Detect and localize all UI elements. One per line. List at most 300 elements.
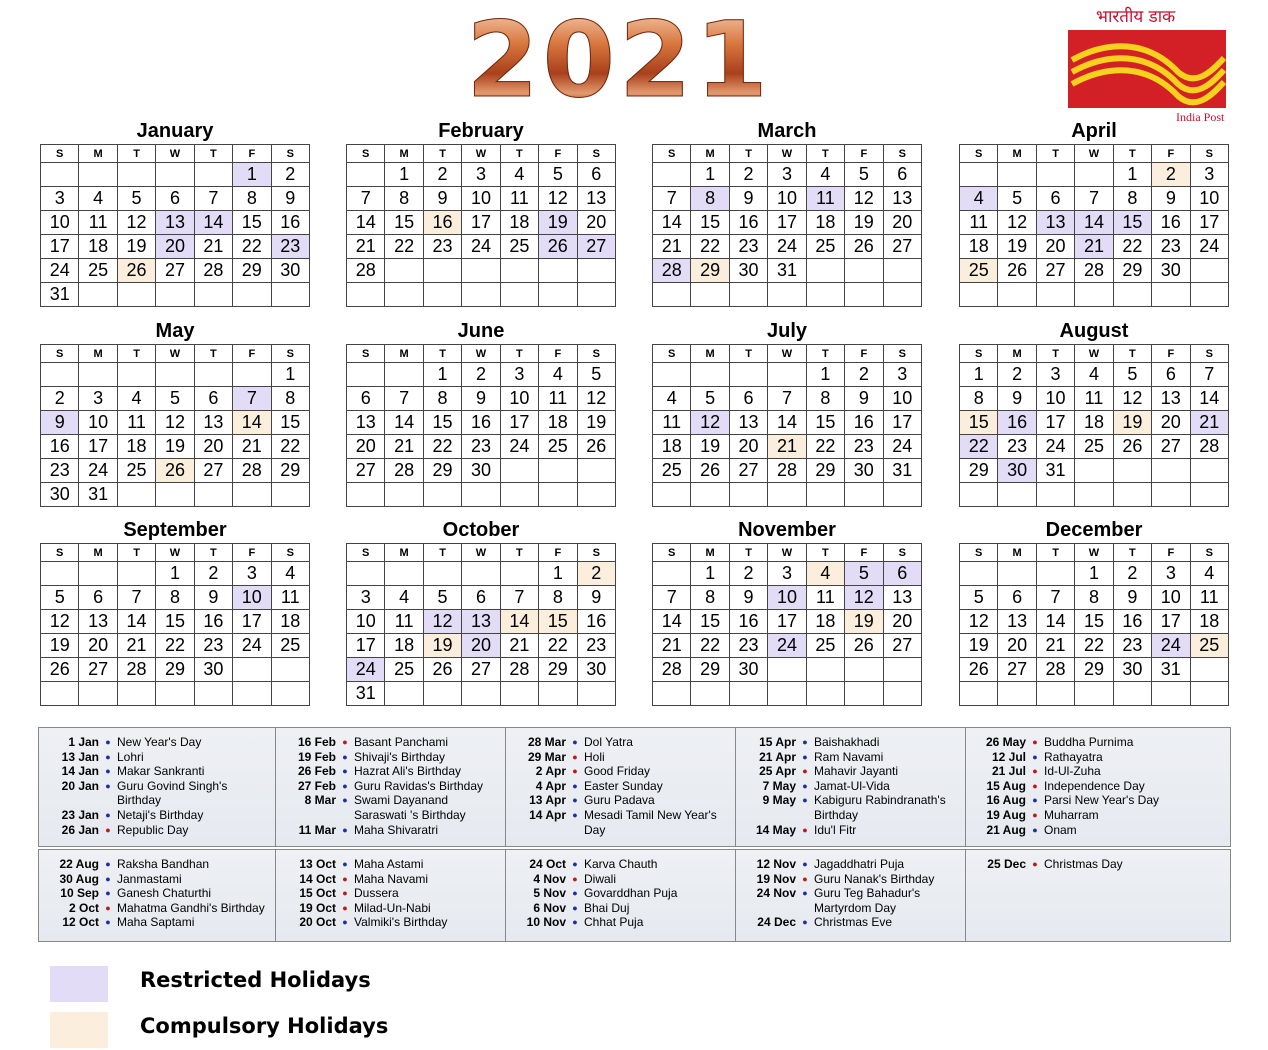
day-cell: 28 bbox=[194, 259, 232, 283]
day-cell: 17 bbox=[1036, 411, 1074, 435]
day-cell: 5 bbox=[117, 187, 155, 211]
day-cell: 5 bbox=[960, 586, 998, 610]
holiday-date: 26 Jan bbox=[61, 822, 99, 837]
holiday-name: Janmastami bbox=[117, 871, 182, 886]
day-cell: 30 bbox=[1113, 658, 1151, 682]
day-cell: 12 bbox=[845, 187, 883, 211]
day-cell: 21 bbox=[385, 435, 423, 459]
day-cell: 17 bbox=[883, 411, 921, 435]
day-cell: 3 bbox=[41, 187, 79, 211]
day-cell: 24 bbox=[41, 259, 79, 283]
holiday-row bbox=[736, 735, 965, 750]
day-cell: 24 bbox=[1036, 435, 1074, 459]
holiday-column bbox=[736, 728, 966, 846]
day-cell: 4 bbox=[539, 363, 577, 387]
empty-cell bbox=[577, 483, 615, 507]
day-cell: 24 bbox=[79, 459, 117, 483]
empty-cell bbox=[729, 283, 767, 307]
restricted-holiday-cell: 20 bbox=[462, 634, 500, 658]
holiday-row bbox=[736, 793, 965, 822]
day-cell: 19 bbox=[998, 235, 1036, 259]
empty-cell bbox=[539, 259, 577, 283]
restricted-holiday-cell: 15 bbox=[1113, 211, 1151, 235]
restricted-holiday-cell: 13 bbox=[462, 610, 500, 634]
restricted-holiday-cell: 10 bbox=[233, 586, 271, 610]
holiday-date: 26 May bbox=[985, 735, 1026, 749]
empty-cell bbox=[883, 283, 921, 307]
day-cell: 19 bbox=[156, 435, 194, 459]
restricted-holiday-cell: 7 bbox=[233, 387, 271, 411]
blue-dot-icon: ● bbox=[105, 766, 111, 777]
day-cell: 20 bbox=[1152, 411, 1190, 435]
holiday-date: 12 Oct bbox=[62, 915, 99, 930]
holiday-row bbox=[736, 886, 965, 915]
day-cell: 15 bbox=[806, 411, 844, 435]
holiday-name: Netaji's Birthday bbox=[117, 807, 204, 822]
holiday-date: 24 Oct bbox=[529, 857, 566, 871]
empty-cell bbox=[500, 283, 538, 307]
empty-cell bbox=[347, 163, 385, 187]
empty-cell bbox=[1190, 259, 1228, 283]
day-cell: 17 bbox=[79, 435, 117, 459]
empty-cell bbox=[117, 163, 155, 187]
day-cell: 10 bbox=[1152, 586, 1190, 610]
day-cell: 30 bbox=[729, 259, 767, 283]
logo-hindi-text: भारतीय डाक bbox=[1096, 7, 1176, 27]
day-cell: 3 bbox=[233, 562, 271, 586]
holiday-date: 8 Mar bbox=[304, 793, 336, 808]
day-cell: 8 bbox=[691, 586, 729, 610]
empty-cell bbox=[960, 682, 998, 706]
day-cell: 11 bbox=[960, 211, 998, 235]
day-cell: 2 bbox=[998, 363, 1036, 387]
weekday-header: M bbox=[79, 345, 117, 363]
day-cell: 20 bbox=[577, 211, 615, 235]
day-cell: 11 bbox=[653, 411, 691, 435]
day-cell: 13 bbox=[883, 586, 921, 610]
day-cell: 16 bbox=[577, 610, 615, 634]
empty-cell bbox=[385, 283, 423, 307]
day-cell: 20 bbox=[79, 634, 117, 658]
compulsory-holiday-cell: 15 bbox=[960, 411, 998, 435]
day-cell: 23 bbox=[41, 459, 79, 483]
day-cell: 20 bbox=[347, 435, 385, 459]
day-cell: 25 bbox=[500, 235, 538, 259]
holiday-row bbox=[506, 793, 735, 808]
compulsory-holiday-cell: 29 bbox=[691, 259, 729, 283]
day-cell: 1 bbox=[806, 363, 844, 387]
day-cell: 18 bbox=[271, 610, 309, 634]
day-cell: 22 bbox=[156, 634, 194, 658]
holiday-date: 19 Aug bbox=[986, 807, 1026, 822]
month-september bbox=[40, 517, 310, 706]
holiday-name: Ganesh Chaturthi bbox=[117, 886, 212, 901]
blue-dot-icon: ● bbox=[572, 737, 578, 747]
weekday-header: F bbox=[1152, 544, 1190, 562]
weekday-header: W bbox=[462, 345, 500, 363]
weekday-header: S bbox=[271, 145, 309, 163]
red-dot-icon: ● bbox=[572, 751, 578, 762]
empty-cell bbox=[539, 483, 577, 507]
day-cell: 16 bbox=[271, 211, 309, 235]
empty-cell bbox=[385, 562, 423, 586]
empty-cell bbox=[1190, 682, 1228, 706]
weekday-header: F bbox=[1152, 145, 1190, 163]
holiday-row bbox=[506, 779, 735, 794]
empty-cell bbox=[998, 562, 1036, 586]
holiday-name: Good Friday bbox=[584, 764, 651, 779]
day-cell: 2 bbox=[1113, 562, 1151, 586]
day-cell: 18 bbox=[1075, 411, 1113, 435]
compulsory-holiday-cell: 26 bbox=[156, 459, 194, 483]
empty-cell bbox=[271, 682, 309, 706]
month-table bbox=[959, 144, 1229, 307]
weekday-header: M bbox=[691, 145, 729, 163]
day-cell: 20 bbox=[883, 610, 921, 634]
restricted-holiday-cell: 24 bbox=[1152, 634, 1190, 658]
empty-cell bbox=[577, 459, 615, 483]
empty-cell bbox=[768, 483, 806, 507]
day-cell: 5 bbox=[998, 187, 1036, 211]
holiday-date: 12 Jul bbox=[991, 749, 1026, 764]
red-dot-icon: ● bbox=[1032, 780, 1038, 791]
holiday-name: Mesadi Tamil New Year's Day bbox=[584, 807, 717, 837]
blue-dot-icon: ● bbox=[1032, 795, 1038, 806]
empty-cell bbox=[1075, 483, 1113, 507]
holiday-date: 25 Apr bbox=[759, 764, 796, 779]
month-name: August bbox=[1059, 320, 1129, 342]
day-cell: 15 bbox=[233, 211, 271, 235]
day-cell: 12 bbox=[156, 411, 194, 435]
holiday-row bbox=[276, 779, 505, 794]
day-cell: 17 bbox=[500, 411, 538, 435]
holiday-date: 26 Feb bbox=[297, 764, 336, 779]
day-cell: 14 bbox=[768, 411, 806, 435]
day-cell: 30 bbox=[41, 483, 79, 507]
day-cell: 6 bbox=[577, 163, 615, 187]
weekday-header: T bbox=[1113, 544, 1151, 562]
day-cell: 27 bbox=[1152, 435, 1190, 459]
weekday-header: F bbox=[539, 145, 577, 163]
empty-cell bbox=[1152, 283, 1190, 307]
weekday-header: M bbox=[79, 544, 117, 562]
holiday-name: Lohri bbox=[117, 749, 144, 764]
day-cell: 7 bbox=[1036, 586, 1074, 610]
day-cell: 9 bbox=[845, 387, 883, 411]
day-cell: 18 bbox=[806, 211, 844, 235]
empty-cell bbox=[729, 483, 767, 507]
empty-cell bbox=[117, 283, 155, 307]
weekday-header: W bbox=[156, 345, 194, 363]
day-cell: 27 bbox=[883, 235, 921, 259]
holiday-row bbox=[736, 823, 965, 838]
holiday-date: 4 Nov bbox=[533, 871, 566, 886]
empty-cell bbox=[500, 682, 538, 706]
restricted-holiday-cell: 6 bbox=[883, 562, 921, 586]
day-cell: 8 bbox=[233, 187, 271, 211]
red-dot-icon: ● bbox=[342, 902, 348, 913]
month-table bbox=[959, 344, 1229, 507]
empty-cell bbox=[462, 682, 500, 706]
empty-cell bbox=[423, 682, 461, 706]
holiday-row bbox=[39, 808, 275, 823]
day-cell: 5 bbox=[41, 586, 79, 610]
month-table bbox=[40, 144, 310, 307]
day-cell: 14 bbox=[117, 610, 155, 634]
holiday-row bbox=[39, 872, 275, 887]
restricted-holiday-cell: 21 bbox=[1190, 411, 1228, 435]
blue-dot-icon: ● bbox=[342, 917, 348, 928]
holiday-date: 13 Apr bbox=[529, 793, 566, 808]
day-cell: 29 bbox=[960, 459, 998, 483]
day-cell: 16 bbox=[194, 610, 232, 634]
weekday-header: T bbox=[729, 145, 767, 163]
holiday-date: 21 Aug bbox=[986, 822, 1026, 837]
day-cell: 19 bbox=[960, 634, 998, 658]
empty-cell bbox=[156, 483, 194, 507]
holiday-row bbox=[506, 857, 735, 872]
holiday-date: 14 Oct bbox=[299, 871, 336, 886]
day-cell: 28 bbox=[117, 658, 155, 682]
holiday-name: Raksha Bandhan bbox=[117, 857, 210, 871]
weekday-header: S bbox=[653, 544, 691, 562]
empty-cell bbox=[194, 363, 232, 387]
holiday-name: Maha Astami bbox=[354, 857, 424, 871]
holiday-date: 22 Aug bbox=[59, 857, 99, 871]
weekday-header: W bbox=[156, 145, 194, 163]
blue-dot-icon: ● bbox=[342, 780, 348, 791]
holiday-name: Buddha Purnima bbox=[1044, 735, 1134, 749]
empty-cell bbox=[845, 283, 883, 307]
day-cell: 20 bbox=[998, 634, 1036, 658]
day-cell: 7 bbox=[653, 187, 691, 211]
weekday-header: T bbox=[117, 145, 155, 163]
day-cell: 13 bbox=[883, 187, 921, 211]
month-november bbox=[652, 517, 922, 706]
empty-cell bbox=[117, 682, 155, 706]
holiday-row bbox=[736, 764, 965, 779]
blue-dot-icon: ● bbox=[802, 888, 808, 899]
weekday-header: S bbox=[883, 544, 921, 562]
empty-cell bbox=[1113, 459, 1151, 483]
legend-restricted-label: Restricted Holidays bbox=[140, 968, 371, 992]
day-cell: 31 bbox=[768, 259, 806, 283]
empty-cell bbox=[691, 682, 729, 706]
day-cell: 19 bbox=[845, 211, 883, 235]
day-cell: 16 bbox=[41, 435, 79, 459]
day-cell: 6 bbox=[1152, 363, 1190, 387]
empty-cell bbox=[577, 283, 615, 307]
weekday-header: S bbox=[271, 345, 309, 363]
weekday-header: S bbox=[347, 145, 385, 163]
day-cell: 11 bbox=[539, 387, 577, 411]
empty-cell bbox=[653, 682, 691, 706]
holiday-name: Guru Teg Bahadur's Martyrdom Day bbox=[814, 886, 921, 915]
holiday-name: Karva Chauth bbox=[584, 857, 658, 871]
day-cell: 18 bbox=[653, 435, 691, 459]
day-cell: 16 bbox=[462, 411, 500, 435]
empty-cell bbox=[156, 163, 194, 187]
holiday-row bbox=[39, 750, 275, 765]
day-cell: 3 bbox=[883, 363, 921, 387]
day-cell: 27 bbox=[883, 634, 921, 658]
weekday-header: T bbox=[423, 345, 461, 363]
holiday-date: 14 Jan bbox=[61, 764, 99, 779]
holiday-name: Jagaddhatri Puja bbox=[814, 857, 905, 871]
holiday-date: 24 Nov bbox=[756, 886, 796, 901]
month-name: November bbox=[738, 519, 836, 541]
day-cell: 31 bbox=[1152, 658, 1190, 682]
day-cell: 26 bbox=[691, 459, 729, 483]
day-cell: 7 bbox=[653, 586, 691, 610]
blue-dot-icon: ● bbox=[572, 859, 578, 869]
empty-cell bbox=[271, 483, 309, 507]
day-cell: 20 bbox=[1036, 235, 1074, 259]
day-cell: 10 bbox=[462, 187, 500, 211]
day-cell: 9 bbox=[577, 586, 615, 610]
day-cell: 28 bbox=[347, 259, 385, 283]
holiday-row bbox=[966, 808, 1228, 823]
empty-cell bbox=[462, 562, 500, 586]
day-cell: 2 bbox=[41, 387, 79, 411]
empty-cell bbox=[117, 483, 155, 507]
holiday-date: 4 Apr bbox=[535, 778, 566, 793]
day-cell: 15 bbox=[691, 211, 729, 235]
day-cell: 14 bbox=[653, 211, 691, 235]
holiday-date: 20 Jan bbox=[61, 778, 99, 793]
holiday-row bbox=[736, 857, 965, 872]
empty-cell bbox=[806, 483, 844, 507]
empty-cell bbox=[806, 682, 844, 706]
holiday-name: Independence Day bbox=[1044, 778, 1145, 793]
empty-cell bbox=[271, 283, 309, 307]
restricted-holiday-cell: 30 bbox=[998, 459, 1036, 483]
day-cell: 17 bbox=[347, 634, 385, 658]
day-cell: 19 bbox=[117, 235, 155, 259]
empty-cell bbox=[691, 483, 729, 507]
day-cell: 27 bbox=[998, 658, 1036, 682]
holiday-row bbox=[736, 779, 965, 794]
blue-dot-icon: ● bbox=[802, 780, 808, 791]
day-cell: 29 bbox=[1113, 259, 1151, 283]
weekday-header: F bbox=[845, 145, 883, 163]
day-cell: 11 bbox=[500, 187, 538, 211]
day-cell: 4 bbox=[117, 387, 155, 411]
holiday-name: Christmas Day bbox=[1044, 857, 1123, 871]
empty-cell bbox=[845, 483, 883, 507]
empty-cell bbox=[768, 283, 806, 307]
day-cell: 8 bbox=[806, 387, 844, 411]
empty-cell bbox=[806, 658, 844, 682]
day-cell: 31 bbox=[883, 459, 921, 483]
day-cell: 10 bbox=[347, 610, 385, 634]
blue-dot-icon: ● bbox=[342, 751, 348, 762]
holiday-date: 21 Apr bbox=[759, 749, 796, 764]
weekday-header: T bbox=[117, 544, 155, 562]
day-cell: 29 bbox=[806, 459, 844, 483]
day-cell: 3 bbox=[462, 163, 500, 187]
day-cell: 30 bbox=[577, 658, 615, 682]
red-dot-icon: ● bbox=[1032, 859, 1038, 869]
empty-cell bbox=[845, 682, 883, 706]
holiday-name: Jamat-Ul-Vida bbox=[814, 778, 890, 793]
red-dot-icon: ● bbox=[1032, 766, 1038, 777]
holiday-date: 15 Apr bbox=[759, 735, 796, 749]
month-july bbox=[652, 318, 922, 507]
empty-cell bbox=[729, 363, 767, 387]
day-cell: 8 bbox=[385, 187, 423, 211]
weekday-header: F bbox=[539, 544, 577, 562]
blue-dot-icon: ● bbox=[342, 766, 348, 777]
month-table bbox=[652, 344, 922, 507]
day-cell: 27 bbox=[729, 459, 767, 483]
day-cell: 12 bbox=[577, 387, 615, 411]
holiday-name: Guru Govind Singh's Birthday bbox=[117, 778, 228, 808]
day-cell: 20 bbox=[729, 435, 767, 459]
empty-cell bbox=[500, 483, 538, 507]
weekday-header: W bbox=[1075, 145, 1113, 163]
weekday-header: S bbox=[577, 544, 615, 562]
day-cell: 27 bbox=[1036, 259, 1074, 283]
day-cell: 17 bbox=[1152, 610, 1190, 634]
day-cell: 16 bbox=[729, 211, 767, 235]
weekday-header: F bbox=[233, 145, 271, 163]
empty-cell bbox=[1036, 163, 1074, 187]
holiday-date: 6 Nov bbox=[533, 900, 566, 915]
day-cell: 5 bbox=[156, 387, 194, 411]
empty-cell bbox=[385, 363, 423, 387]
empty-cell bbox=[1113, 483, 1151, 507]
day-cell: 13 bbox=[577, 187, 615, 211]
weekday-header: M bbox=[998, 544, 1036, 562]
day-cell: 26 bbox=[41, 658, 79, 682]
day-cell: 1 bbox=[156, 562, 194, 586]
holiday-date: 15 Oct bbox=[299, 886, 336, 901]
day-cell: 10 bbox=[41, 211, 79, 235]
day-cell: 18 bbox=[79, 235, 117, 259]
weekday-header: W bbox=[156, 544, 194, 562]
day-cell: 19 bbox=[691, 435, 729, 459]
holiday-row bbox=[966, 823, 1228, 838]
empty-cell bbox=[156, 682, 194, 706]
day-cell: 28 bbox=[1190, 435, 1228, 459]
holiday-column bbox=[966, 850, 1228, 941]
day-cell: 2 bbox=[271, 163, 309, 187]
holiday-row bbox=[39, 735, 275, 750]
weekday-header: S bbox=[653, 145, 691, 163]
holiday-name: Idu'l Fitr bbox=[814, 822, 857, 837]
holiday-name: Muharram bbox=[1044, 807, 1099, 822]
holiday-name: Republic Day bbox=[117, 822, 189, 837]
weekday-header: S bbox=[577, 145, 615, 163]
day-cell: 8 bbox=[539, 586, 577, 610]
compulsory-holiday-cell: 26 bbox=[117, 259, 155, 283]
restricted-holiday-cell: 22 bbox=[960, 435, 998, 459]
day-cell: 26 bbox=[960, 658, 998, 682]
weekday-header: T bbox=[1036, 544, 1074, 562]
empty-cell bbox=[845, 259, 883, 283]
weekday-header: W bbox=[768, 345, 806, 363]
day-cell: 15 bbox=[423, 411, 461, 435]
red-dot-icon: ● bbox=[105, 902, 111, 913]
red-dot-icon: ● bbox=[342, 737, 348, 747]
holiday-column bbox=[506, 850, 736, 941]
day-cell: 27 bbox=[79, 658, 117, 682]
empty-cell bbox=[806, 283, 844, 307]
holiday-column bbox=[736, 850, 966, 941]
logo-emblem bbox=[1068, 30, 1226, 108]
day-cell: 21 bbox=[653, 235, 691, 259]
